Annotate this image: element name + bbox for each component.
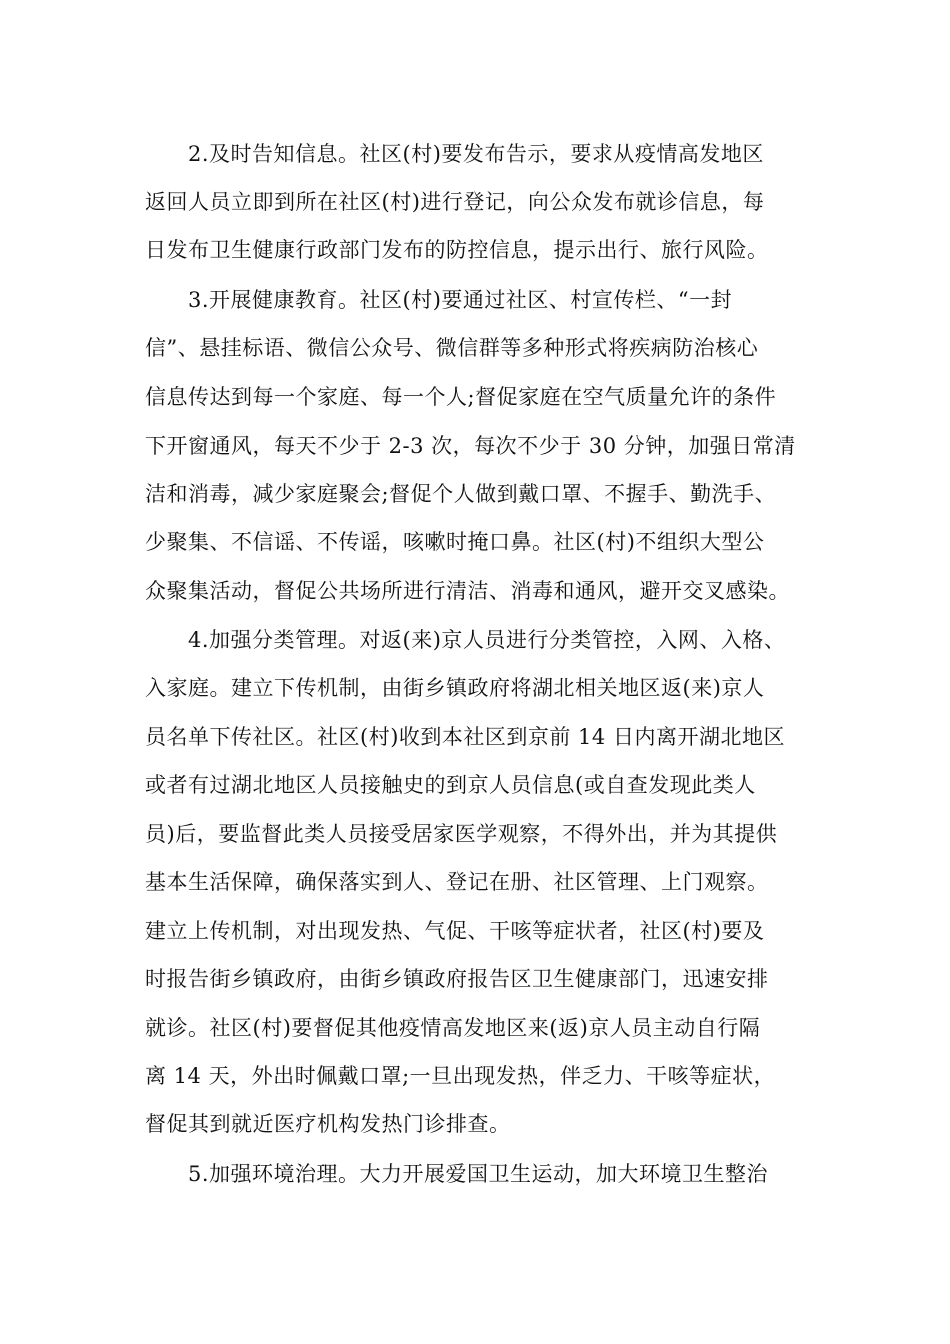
text-line: 建立上传机制，对出现发热、气促、干咳等症状者，社区(村)要及	[145, 919, 765, 943]
text-line: 日发布卫生健康行政部门发布的防控信息，提示出行、旅行风险。	[145, 238, 769, 262]
text-line: 时报告街乡镇政府，由街乡镇政府报告区卫生健康部门，迅速安排	[145, 967, 769, 991]
text-line: 或者有过湖北地区人员接触史的到京人员信息(或自查发现此类人	[145, 773, 756, 797]
text-line: 入家庭。建立下传机制，由街乡镇政府将湖北相关地区返(来)京人	[145, 676, 765, 700]
text-line: 基本生活保障，确保落实到人、登记在册、社区管理、上门观察。	[145, 870, 769, 894]
text-line: 员)后，要监督此类人员接受居家医学观察，不得外出，并为其提供	[145, 822, 778, 846]
text-line: 离 14 天，外出时佩戴口罩;一旦出现发热，伴乏力、干咳等症状，	[145, 1064, 776, 1088]
text-line: 众聚集活动，督促公共场所进行清洁、消毒和通风，避开交叉感染。	[145, 579, 790, 603]
text-line: 少聚集、不信谣、不传谣，咳嗽时掩口鼻。社区(村)不组织大型公	[145, 530, 765, 554]
text-line: 3.开展健康教育。社区(村)要通过社区、村宣传栏、“一封	[188, 288, 733, 312]
text-line: 信息传达到每一个家庭、每一个人;督促家庭在空气质量允许的条件	[145, 385, 777, 409]
text-line: 2.及时告知信息。社区(村)要发布告示，要求从疫情高发地区	[188, 142, 764, 166]
text-line: 督促其到就近医疗机构发热门诊排查。	[145, 1112, 511, 1136]
text-line: 员名单下传社区。社区(村)收到本社区到京前 14 日内离开湖北地区	[145, 725, 785, 749]
text-line: 洁和消毒，减少家庭聚会;督促个人做到戴口罩、不握手、勤洗手、	[145, 482, 777, 506]
text-line: 4.加强分类管理。对返(来)京人员进行分类管控，入网、入格、	[188, 628, 786, 652]
text-line: 返回人员立即到所在社区(村)进行登记，向公众发布就诊信息，每	[145, 190, 765, 214]
text-line: 信”、悬挂标语、微信公众号、微信群等多种形式将疾病防治核心	[145, 336, 759, 360]
text-line: 下开窗通风，每天不少于 2-3 次，每次不少于 30 分钟，加强日常清	[145, 434, 796, 458]
text-line: 就诊。社区(村)要督促其他疫情高发地区来(返)京人员主动自行隔	[145, 1016, 761, 1040]
text-line: 5.加强环境治理。大力开展爱国卫生运动，加大环境卫生整治	[188, 1162, 769, 1186]
